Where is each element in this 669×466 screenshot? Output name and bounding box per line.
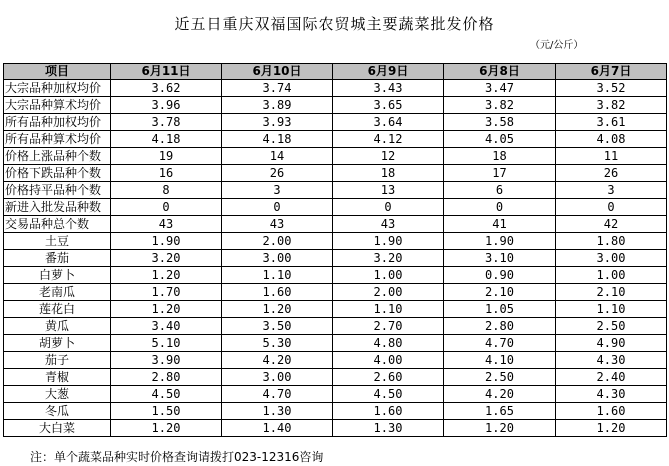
value-cell: 1.20 [556, 420, 667, 437]
footnote: 注：单个蔬菜品种实时价格查询请拨打023-12316咨询 [30, 450, 324, 464]
value-cell: 4.12 [333, 131, 444, 148]
value-cell: 1.20 [111, 267, 222, 284]
value-cell: 1.05 [444, 301, 556, 318]
value-cell: 3.82 [556, 97, 667, 114]
value-cell: 18 [444, 148, 556, 165]
value-cell: 43 [333, 216, 444, 233]
value-cell: 1.50 [111, 403, 222, 420]
value-cell: 0 [556, 199, 667, 216]
row-label: 土豆 [4, 233, 111, 250]
value-cell: 2.00 [222, 233, 333, 250]
row-label: 胡萝卜 [4, 335, 111, 352]
table-row [4, 250, 667, 267]
value-cell: 1.80 [556, 233, 667, 250]
value-cell: 1.70 [111, 284, 222, 301]
value-cell: 3.82 [444, 97, 556, 114]
value-cell: 0 [111, 199, 222, 216]
unit-label: （元/公斤） [530, 40, 584, 51]
value-cell: 2.80 [444, 318, 556, 335]
table-row [4, 216, 667, 233]
value-cell: 3.65 [333, 97, 444, 114]
value-cell: 18 [333, 165, 444, 182]
value-cell: 1.65 [444, 403, 556, 420]
value-cell: 0 [444, 199, 556, 216]
value-cell: 4.70 [444, 335, 556, 352]
value-cell: 2.00 [333, 284, 444, 301]
value-cell: 3.40 [111, 318, 222, 335]
value-cell: 2.10 [444, 284, 556, 301]
value-cell: 17 [444, 165, 556, 182]
value-cell: 14 [222, 148, 333, 165]
table-row [4, 148, 667, 165]
value-cell: 1.10 [333, 301, 444, 318]
value-cell: 1.20 [111, 301, 222, 318]
value-cell: 1.60 [556, 403, 667, 420]
value-cell: 3.43 [333, 80, 444, 97]
table-row [4, 199, 667, 216]
value-cell: 1.20 [222, 301, 333, 318]
value-cell: 3.00 [556, 250, 667, 267]
value-cell: 3.93 [222, 114, 333, 131]
table-row [4, 386, 667, 403]
table-row [4, 335, 667, 352]
value-cell: 11 [556, 148, 667, 165]
table-row [4, 233, 667, 250]
value-cell: 4.20 [222, 352, 333, 369]
value-cell: 6 [444, 182, 556, 199]
table-row [4, 165, 667, 182]
table-row [4, 131, 667, 148]
row-label: 大葱 [4, 386, 111, 403]
value-cell: 12 [333, 148, 444, 165]
value-cell: 3.20 [333, 250, 444, 267]
value-cell: 3 [222, 182, 333, 199]
value-cell: 1.60 [222, 284, 333, 301]
value-cell: 4.10 [444, 352, 556, 369]
table-row [4, 352, 667, 369]
value-cell: 3 [556, 182, 667, 199]
value-cell: 1.40 [222, 420, 333, 437]
row-label: 所有品种加权均价 [4, 114, 111, 131]
table-body [4, 80, 667, 437]
table-row [4, 420, 667, 437]
table-row [4, 267, 667, 284]
value-cell: 3.20 [111, 250, 222, 267]
value-cell: 1.90 [333, 233, 444, 250]
value-cell: 4.05 [444, 131, 556, 148]
row-label: 老南瓜 [4, 284, 111, 301]
value-cell: 43 [111, 216, 222, 233]
value-cell: 4.30 [556, 386, 667, 403]
value-cell: 1.60 [333, 403, 444, 420]
row-label: 所有品种算术均价 [4, 131, 111, 148]
table-row [4, 114, 667, 131]
row-label: 冬瓜 [4, 403, 111, 420]
value-cell: 4.80 [333, 335, 444, 352]
header-item: 项目 [4, 64, 111, 80]
value-cell: 1.30 [222, 403, 333, 420]
row-label: 番茄 [4, 250, 111, 267]
page-title: 近五日重庆双福国际农贸城主要蔬菜批发价格 [174, 15, 495, 33]
value-cell: 1.20 [444, 420, 556, 437]
value-cell: 2.50 [556, 318, 667, 335]
value-cell: 13 [333, 182, 444, 199]
row-label: 新进入批发品种数 [4, 199, 111, 216]
row-label: 价格下跌品种个数 [4, 165, 111, 182]
value-cell: 0 [222, 199, 333, 216]
value-cell: 16 [111, 165, 222, 182]
value-cell: 3.47 [444, 80, 556, 97]
table-row [4, 80, 667, 97]
value-cell: 1.00 [556, 267, 667, 284]
value-cell: 1.00 [333, 267, 444, 284]
value-cell: 3.89 [222, 97, 333, 114]
value-cell: 1.90 [444, 233, 556, 250]
value-cell: 3.00 [222, 250, 333, 267]
value-cell: 2.70 [333, 318, 444, 335]
value-cell: 8 [111, 182, 222, 199]
value-cell: 2.10 [556, 284, 667, 301]
value-cell: 3.50 [222, 318, 333, 335]
value-cell: 4.70 [222, 386, 333, 403]
table-row [4, 369, 667, 386]
row-label: 大白菜 [4, 420, 111, 437]
row-label: 大宗品种加权均价 [4, 80, 111, 97]
value-cell: 4.50 [333, 386, 444, 403]
header-date-4: 6月8日 [444, 64, 556, 80]
value-cell: 2.40 [556, 369, 667, 386]
value-cell: 19 [111, 148, 222, 165]
header-date-2: 6月10日 [222, 64, 333, 80]
value-cell: 1.90 [111, 233, 222, 250]
value-cell: 4.18 [222, 131, 333, 148]
value-cell: 26 [556, 165, 667, 182]
value-cell: 1.20 [111, 420, 222, 437]
table-row [4, 403, 667, 420]
value-cell: 4.90 [556, 335, 667, 352]
value-cell: 2.60 [333, 369, 444, 386]
value-cell: 1.30 [333, 420, 444, 437]
table-row [4, 284, 667, 301]
value-cell: 4.08 [556, 131, 667, 148]
value-cell: 1.10 [556, 301, 667, 318]
value-cell: 4.50 [111, 386, 222, 403]
table-row [4, 301, 667, 318]
value-cell: 5.10 [111, 335, 222, 352]
price-table [3, 63, 667, 437]
header-date-1: 6月11日 [111, 64, 222, 80]
value-cell: 4.30 [556, 352, 667, 369]
row-label: 黄瓜 [4, 318, 111, 335]
header-date-3: 6月9日 [333, 64, 444, 80]
row-label: 交易品种总个数 [4, 216, 111, 233]
row-label: 莲花白 [4, 301, 111, 318]
value-cell: 5.30 [222, 335, 333, 352]
header-date-5: 6月7日 [556, 64, 667, 80]
table-row [4, 97, 667, 114]
value-cell: 4.18 [111, 131, 222, 148]
value-cell: 2.80 [111, 369, 222, 386]
value-cell: 3.78 [111, 114, 222, 131]
value-cell: 41 [444, 216, 556, 233]
row-label: 青椒 [4, 369, 111, 386]
value-cell: 0.90 [444, 267, 556, 284]
value-cell: 4.00 [333, 352, 444, 369]
value-cell: 3.10 [444, 250, 556, 267]
value-cell: 3.61 [556, 114, 667, 131]
row-label: 大宗品种算术均价 [4, 97, 111, 114]
value-cell: 3.00 [222, 369, 333, 386]
value-cell: 3.62 [111, 80, 222, 97]
value-cell: 3.64 [333, 114, 444, 131]
row-label: 价格持平品种个数 [4, 182, 111, 199]
value-cell: 1.10 [222, 267, 333, 284]
value-cell: 3.96 [111, 97, 222, 114]
value-cell: 43 [222, 216, 333, 233]
value-cell: 42 [556, 216, 667, 233]
row-label: 茄子 [4, 352, 111, 369]
value-cell: 3.74 [222, 80, 333, 97]
value-cell: 3.52 [556, 80, 667, 97]
table-row [4, 318, 667, 335]
value-cell: 4.20 [444, 386, 556, 403]
table-row [4, 182, 667, 199]
row-label: 价格上涨品种个数 [4, 148, 111, 165]
value-cell: 0 [333, 199, 444, 216]
header-row [4, 64, 667, 80]
value-cell: 2.50 [444, 369, 556, 386]
row-label: 白萝卜 [4, 267, 111, 284]
value-cell: 3.58 [444, 114, 556, 131]
value-cell: 26 [222, 165, 333, 182]
value-cell: 3.90 [111, 352, 222, 369]
